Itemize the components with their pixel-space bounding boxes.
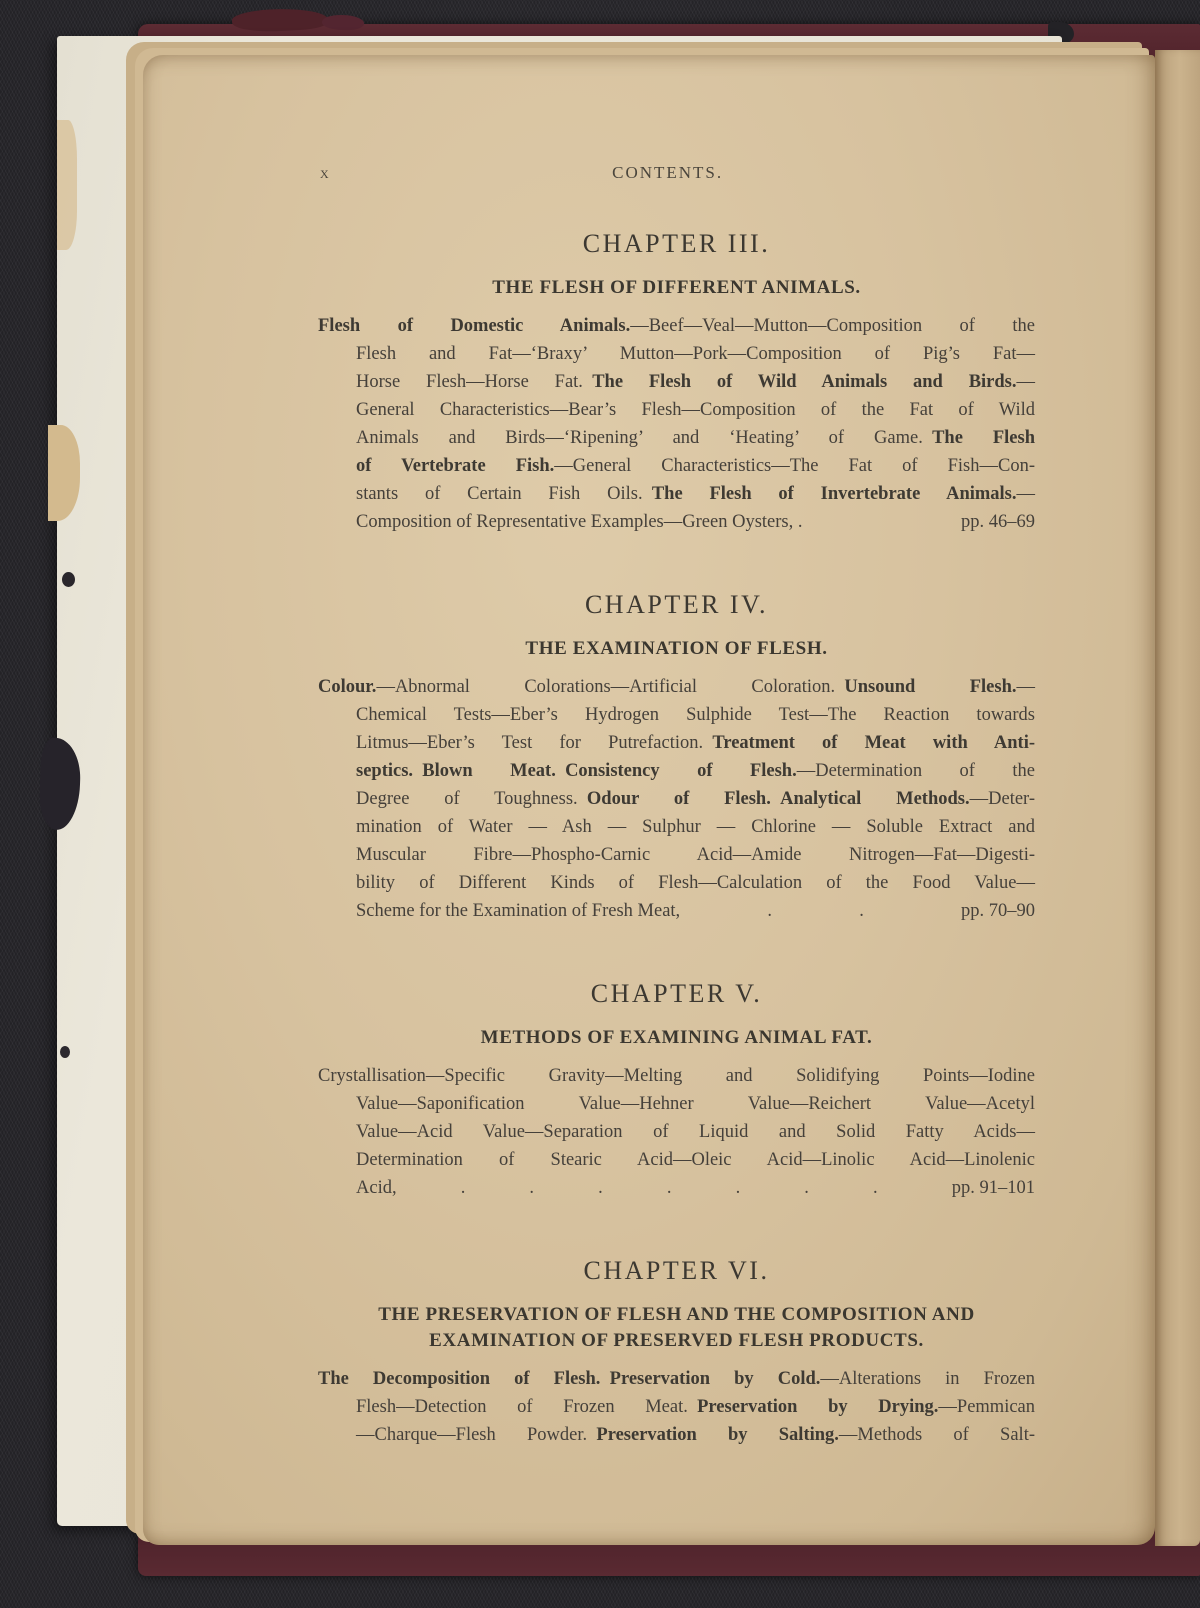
entry-text: Composition of Representative Examples—Green Oysters, . (356, 512, 803, 532)
leader-dot: . (873, 1178, 878, 1198)
chapter-section (318, 1256, 1035, 1449)
toc-entry-line: of Vertebrate Fish.—General Characteristics—The Fat of Fish—Con- (356, 456, 1035, 476)
chapter-subtitle: EXAMINATION OF PRESERVED FLESH PRODUCTS. (429, 1330, 924, 1351)
leader-dot: . (804, 1178, 809, 1198)
toc-entry-line: septics. Blown Meat. Consistency of Flesh.—Determination of the (356, 761, 1035, 781)
chapter-summary (318, 312, 1035, 536)
chapter-subtitle: THE EXAMINATION OF FLESH. (525, 638, 828, 659)
toc-entry-line: Degree of Toughness. Odour of Flesh. Analytical Methods.—Deter- (356, 789, 1035, 809)
toc-entry-line: bility of Different Kinds of Flesh—Calculation of the Food Value— (356, 873, 1035, 893)
toc-entry-line: Flesh and Fat—‘Braxy’ Mutton—Pork—Composition of Pig’s Fat— (356, 344, 1035, 364)
chapter-summary (318, 1365, 1035, 1449)
chapter-section (318, 590, 1035, 925)
chapter-summary (318, 673, 1035, 925)
toc-entry-line: mination of Water — Ash — Sulphur — Chlorine — Soluble Extract and (356, 817, 1035, 837)
chapter-title: CHAPTER VI. (583, 1256, 770, 1285)
chapter-title: CHAPTER V. (590, 979, 763, 1008)
chapter-subtitle: THE FLESH OF DIFFERENT ANIMALS. (492, 277, 861, 298)
running-head-row (318, 163, 1035, 189)
toc-entry-line-with-ref (318, 1174, 1035, 1202)
leader-dot: . (859, 901, 864, 921)
paper-speck (60, 1046, 70, 1058)
leader-dots (680, 897, 951, 925)
leader-dot: . (460, 1178, 466, 1198)
leader-dot: . (735, 1178, 741, 1198)
toc-entry-line: Litmus—Eber’s Test for Putrefaction. Treatment of Meat with Anti- (356, 733, 1035, 753)
toc-entry-line: Determination of Stearic Acid—Oleic Acid—Linolic Acid—Linolenic (356, 1150, 1035, 1170)
chapter-subtitle: THE PRESERVATION OF FLESH AND THE COMPOSITION AND (378, 1304, 975, 1325)
toc-entry-line: stants of Certain Fish Oils. The Flesh of Invertebrate Animals.— (356, 484, 1035, 504)
chapter-section (318, 229, 1035, 536)
book-page (143, 55, 1155, 1545)
chapter-title: CHAPTER III. (582, 229, 771, 258)
page-reference: pp. 91–101 (951, 1178, 1035, 1198)
page-reference: pp. 46–69 (961, 512, 1035, 532)
toc-entry-line: Flesh—Detection of Frozen Meat. Preservation by Drying.—Pemmican (356, 1397, 1036, 1417)
page-reference: pp. 70–90 (961, 901, 1035, 921)
chapter-title: CHAPTER IV. (584, 590, 769, 619)
chapter-section (318, 979, 1035, 1202)
toc-entry-line: Value—Acid Value—Separation of Liquid and Solid Fatty Acids— (356, 1122, 1035, 1142)
toc-entry-line: Value—Saponification Value—Hehner Value—Reichert Value—Acetyl (356, 1094, 1035, 1114)
chapter-subtitle-block (318, 1302, 1035, 1354)
leader-dot: . (767, 901, 772, 921)
page-gutter-fold (1155, 50, 1200, 1546)
toc-entry-line-with-ref (318, 508, 1035, 536)
toc-entry-line: Flesh of Domestic Animals.—Beef—Veal—Mutton—Composition of the (318, 316, 1035, 336)
paper-speck (62, 572, 75, 587)
torn-paper-chip (57, 120, 77, 250)
page-folio-number: x (320, 163, 330, 182)
toc-entry-line: The Decomposition of Flesh. Preservation by Cold.—Alterations in Frozen (318, 1369, 1035, 1389)
toc-entry-line: Horse Flesh—Horse Fat. The Flesh of Wild Animals and Birds.— (356, 372, 1035, 392)
toc-entry-line: Chemical Tests—Eber’s Hydrogen Sulphide Test—The Reaction towards (356, 705, 1035, 725)
toc-entry-line: Animals and Birds—‘Ripening’ and ‘Heating’ of Game. The Flesh (356, 428, 1035, 448)
toc-entry-line: —Charque—Flesh Powder. Preservation by Salting.—Methods of Salt- (356, 1425, 1035, 1445)
toc-entry-line: General Characteristics—Bear’s Flesh—Composition of the Fat of Wild (356, 400, 1035, 420)
page-content (318, 163, 1035, 1449)
chapters (318, 229, 1035, 1449)
running-head: CONTENTS. (612, 163, 724, 182)
chapter-summary (318, 1062, 1035, 1202)
entry-text: Acid, (356, 1178, 397, 1198)
toc-entry-line-with-ref (318, 897, 1035, 925)
leader-dots (397, 1174, 942, 1202)
toc-entry-line: Colour.—Abnormal Colorations—Artificial Coloration. Unsound Flesh.— (318, 677, 1035, 697)
leader-dot: . (666, 1178, 672, 1198)
toc-entry-line: Muscular Fibre—Phospho-Carnic Acid—Amide Nitrogen—Fat—Digesti- (356, 845, 1035, 865)
toc-entry-line: Crystallisation—Specific Gravity—Melting and Solidifying Points—Iodine (318, 1066, 1035, 1086)
entry-text: Scheme for the Examination of Fresh Meat, (356, 901, 681, 921)
chapter-subtitle-block (318, 636, 1035, 662)
leader-dot: . (529, 1178, 535, 1198)
leader-dot: . (598, 1178, 603, 1198)
chapter-subtitle-block (318, 1025, 1035, 1051)
chapter-subtitle: METHODS OF EXAMINING ANIMAL FAT. (480, 1027, 873, 1048)
chapter-subtitle-block (318, 275, 1035, 301)
